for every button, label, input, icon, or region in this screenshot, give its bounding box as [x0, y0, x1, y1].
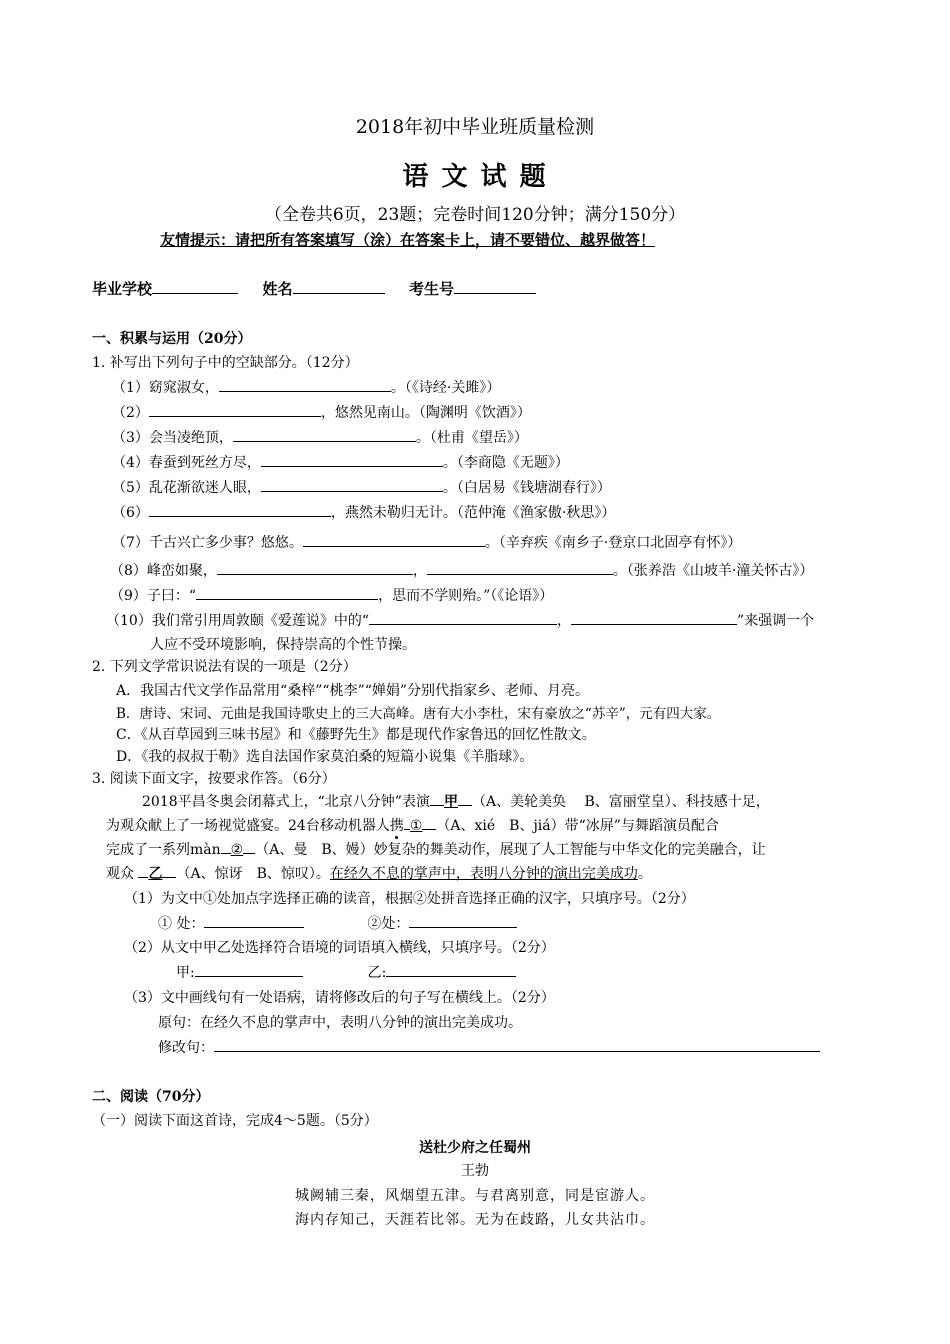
answer-blank-2[interactable] — [409, 913, 517, 928]
q3-original-sentence: 原句：在经久不息的掌声中，表明八分钟的演出完美成功。 — [158, 1015, 522, 1031]
q3-revised-row: 修改句： — [158, 1037, 820, 1057]
q3-sub1: （1）为文中①处加点字选择正确的读音，根据②处拼音选择正确的汉字，只填序号。（2分） — [124, 891, 695, 907]
q3-sub2: （2）从文中甲乙处选择符合语境的词语填入横线，只填序号。（2分） — [124, 940, 555, 956]
section2-heading: 二、阅读（70分） — [92, 1089, 210, 1105]
q3-stem: 3. 阅读下面文字，按要求作答。（6分） — [92, 771, 336, 787]
q2-option-c[interactable]: C．《从百草园到三味书屋》和《藤野先生》都是现代作家鲁迅的回忆性散文。 — [116, 727, 596, 743]
q2-stem: 2. 下列文学常识说法有误的一项是（2分） — [92, 659, 357, 675]
answer-blank[interactable] — [427, 560, 613, 575]
q1-item-10-cont: 人应不受环境影响，保持崇高的个性节操。 — [150, 637, 416, 653]
q1-item-1: （1）窈窕淑女， 。（《诗经·关雎》） — [112, 377, 500, 397]
q3-sub3: （3）文中画线句有一处语病，请将修改后的句子写在横线上。（2分） — [124, 990, 555, 1006]
answer-blank-jia[interactable] — [195, 962, 303, 977]
friendly-tip: 友情提示：请把所有答案填写（涂）在答案卡上，请不要错位、越界做答！ — [160, 231, 656, 249]
q1-item-2: （2） ，悠然见南山。（陶渊明《饮酒》） — [112, 402, 531, 422]
answer-blank[interactable] — [219, 377, 391, 392]
q1-item-9: （9）子曰：“ ，思而不学则殆。”（《论语》） — [110, 585, 553, 605]
exam-info: （全卷共6页，23题；完卷时间120分钟；满分150分） — [264, 205, 686, 225]
q1-item-4: （4）春蚕到死丝方尽， 。（李商隐《无题》） — [112, 452, 569, 472]
answer-blank-1[interactable] — [204, 913, 304, 928]
q3-passage-line4: 观众 乙 （A、惊讶 B、惊叹）。在经久不息的掌声中，表明八分钟的演出完美成功。 — [106, 863, 652, 883]
answer-blank[interactable] — [369, 610, 557, 625]
name-field[interactable] — [293, 279, 385, 294]
exam-title: 2018年初中毕业班质量检测 — [355, 116, 595, 138]
answer-blank[interactable] — [149, 502, 331, 517]
blank-1[interactable]: ① — [409, 818, 423, 834]
q3-sub1-answers: ① 处： ②处： — [158, 913, 517, 933]
q3-passage-line1: 2018平昌冬奥会闭幕式上，“北京八分钟”表演 甲 （A、美轮美奂 B、富丽堂皇）、科技感十足， — [142, 791, 770, 811]
answer-blank-yi[interactable] — [386, 962, 516, 977]
blank-yi[interactable]: 乙 — [148, 866, 163, 882]
answer-blank[interactable] — [571, 610, 737, 625]
name-label: 姓名 — [262, 280, 293, 298]
underlined-sentence: 在经久不息的掌声中，表明八分钟的演出完美成功 — [329, 866, 638, 882]
answer-blank[interactable] — [196, 585, 378, 600]
revised-sentence-field[interactable] — [214, 1037, 820, 1052]
q2-option-d[interactable]: D．《我的叔叔于勒》选自法国作家莫泊桑的短篇小说集《羊脂球》。 — [116, 749, 534, 765]
school-label: 毕业学校 — [92, 280, 153, 298]
poem-author: 王勃 — [461, 1163, 489, 1179]
dotted-char: 携 — [389, 818, 404, 834]
answer-blank[interactable] — [261, 452, 443, 467]
q3-passage-line2: 为观众献上了一场视觉盛宴。24台移动机器人携 ① （A、xié B、jiá）带“冰屏”与舞蹈演员配合 — [106, 815, 719, 835]
q1-item-8: （8）峰峦如聚， ， 。（张养浩《山坡羊·潼关怀古》） — [110, 560, 813, 580]
poem-line-1: 城阙辅三秦，风烟望五津。与君离别意，同是宦游人。 — [295, 1188, 655, 1204]
section1-heading: 一、积累与运用（20分） — [92, 331, 252, 347]
answer-blank[interactable] — [261, 477, 443, 492]
answer-blank[interactable] — [233, 427, 416, 442]
answer-blank[interactable] — [217, 560, 413, 575]
q1-item-10: （10）我们常引用周敦颐《爱莲说》中的“ ， ”来强调一个 — [106, 610, 814, 630]
q1-item-5: （5）乱花渐欲迷人眼， 。（白居易《钱塘湖春行》） — [112, 477, 611, 497]
q2-option-b[interactable]: B．唐诗、宋词、元曲是我国诗歌史上的三大高峰。唐有大小李杜，宋有豪放之“苏辛”，元有四大家。 — [116, 706, 721, 722]
q3-sub2-answers: 甲: 乙: — [176, 962, 516, 982]
school-field[interactable] — [152, 279, 238, 294]
reading-part1: （一）阅读下面这首诗，完成4～5题。（5分） — [92, 1113, 378, 1129]
subject-title: 语 文 试 题 — [402, 162, 548, 192]
q1-stem: 1. 补写出下列句子中的空缺部分。（12分） — [92, 355, 359, 371]
q1-item-6: （6） ，燕然未勒归无计。（范仲淹《渔家傲·秋思》） — [112, 502, 615, 522]
answer-blank[interactable] — [303, 532, 485, 547]
answer-blank[interactable] — [149, 402, 321, 417]
student-info-row — [92, 278, 536, 299]
blank-2[interactable]: ② — [230, 842, 244, 858]
q3-passage-line3: 完成了一系列màn ② （A、曼 B、嫚）妙复杂的舞美动作，展现了人工智能与中华文化的完美融合，让 — [106, 839, 766, 859]
q1-item-7: （7）千古兴亡多少事？悠悠。 。（辛弃疾《南乡子·登京口北固亭有怀》） — [112, 532, 741, 552]
poem-title: 送杜少府之任蜀州 — [419, 1140, 531, 1156]
blank-jia[interactable]: 甲 — [443, 794, 458, 810]
id-label: 考生号 — [408, 280, 454, 298]
q1-item-3: （3）会当凌绝顶， 。（杜甫《望岳》） — [112, 427, 528, 447]
q2-option-a[interactable]: A．我国古代文学作品常用“桑梓”“桃李”“婵娟”分别代指家乡、老师、月亮。 — [116, 683, 590, 699]
poem-line-2: 海内存知己，天涯若比邻。无为在歧路，儿女共沾巾。 — [295, 1212, 655, 1228]
student-id-field[interactable] — [454, 279, 536, 294]
